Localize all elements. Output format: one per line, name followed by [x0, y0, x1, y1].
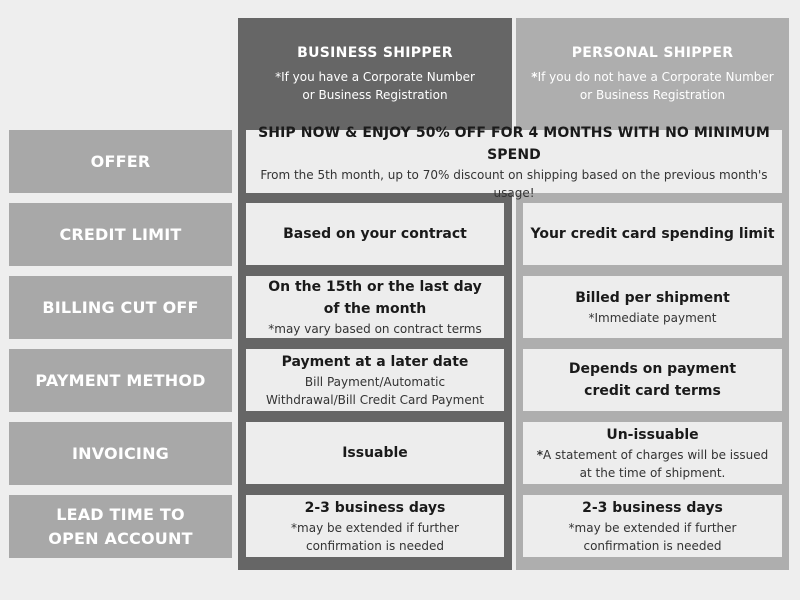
business-billing-cut-off-cell: [246, 276, 504, 338]
business-credit-limit-cell: [246, 203, 504, 265]
offer-label-text: OFFER: [90, 151, 151, 171]
personal-shipper-title: PERSONAL SHIPPER: [571, 44, 734, 61]
personal-note-line2: or Business Registration: [579, 87, 726, 102]
business-shipper-title: BUSINESS SHIPPER: [297, 44, 453, 61]
business-note-line1: If you have a Corporate Number: [281, 69, 475, 84]
sub-star: *: [536, 448, 544, 462]
row-label-lead-time: [9, 495, 232, 558]
cell-main-2: credit card terms: [584, 383, 721, 399]
business-note-star: *: [275, 69, 282, 84]
personal-payment-method-cell: [523, 349, 782, 411]
offer-label: [9, 130, 232, 193]
row-label-line1: INVOICING: [71, 443, 170, 463]
personal-note-line1: If you do not have a Corporate Number: [537, 69, 774, 84]
row-label-credit-limit: [9, 203, 232, 266]
cell-sub-2: Withdrawal/Bill Credit Card Payment: [265, 393, 485, 407]
row-label-line1: BILLING CUT OFF: [42, 297, 199, 317]
row-label-billing-cut-off: [9, 276, 232, 339]
cell-sub: *may be extended if further: [291, 521, 459, 535]
personal-credit-limit-cell: [523, 203, 782, 265]
cell-main: On the 15th or the last day: [268, 279, 482, 295]
row-label-line1: LEAD TIME TO: [56, 504, 185, 524]
business-note-line2: or Business Registration: [302, 87, 448, 102]
offer-headline: SHIP NOW & ENJOY 50% OFF FOR 4 MONTHS WITH NO MINIMUM SPEND: [258, 124, 770, 163]
business-shipper-note: [275, 68, 475, 104]
cell-sub: *may be extended if further: [568, 521, 737, 535]
cell-sub: *Immediate payment: [588, 311, 717, 325]
cell-main: Depends on payment: [568, 361, 737, 377]
cell-main-2: of the month: [323, 301, 427, 317]
row-label-line1: PAYMENT METHOD: [35, 370, 206, 390]
business-invoicing-cell: [246, 422, 504, 484]
business-lead-time-cell: [246, 495, 504, 557]
row-label-invoicing: [9, 422, 232, 485]
cell-main: Payment at a later date: [281, 354, 469, 370]
row-label-line2: OPEN ACCOUNT: [48, 528, 193, 548]
cell-main: Billed per shipment: [575, 290, 730, 306]
personal-note-star: *: [531, 69, 538, 84]
row-label-payment-method: [9, 349, 232, 412]
personal-invoicing-cell: [523, 422, 782, 484]
cell-sub-2: at the time of shipment.: [579, 466, 726, 480]
cell-sub: Bill Payment/Automatic: [304, 375, 446, 389]
cell-main: 2-3 business days: [582, 500, 723, 516]
business-payment-method-cell: [246, 349, 504, 411]
offer-banner: [246, 124, 782, 200]
cell-main: Based on your contract: [283, 226, 467, 242]
cell-main: Un-issuable: [606, 427, 699, 443]
personal-billing-cut-off-cell: [523, 276, 782, 338]
personal-lead-time-cell: [523, 495, 782, 557]
offer-detail: From the 5th month, up to 70% discount on shipping based on the previous month's usage!: [260, 167, 768, 200]
personal-shipper-header: [516, 18, 789, 130]
sub-text: A statement of charges will be issued: [543, 448, 769, 462]
cell-sub: *may vary based on contract terms: [268, 322, 482, 336]
personal-shipper-note: [531, 68, 773, 104]
cell-main: 2-3 business days: [304, 500, 446, 516]
cell-main: Issuable: [342, 445, 408, 461]
cell-main: Your credit card spending limit: [530, 226, 775, 242]
cell-sub: [537, 446, 769, 464]
row-label-line1: CREDIT LIMIT: [59, 224, 182, 244]
cell-sub-2: confirmation is needed: [305, 539, 445, 553]
cell-sub-2: confirmation is needed: [583, 539, 722, 553]
business-shipper-header: [238, 18, 512, 130]
